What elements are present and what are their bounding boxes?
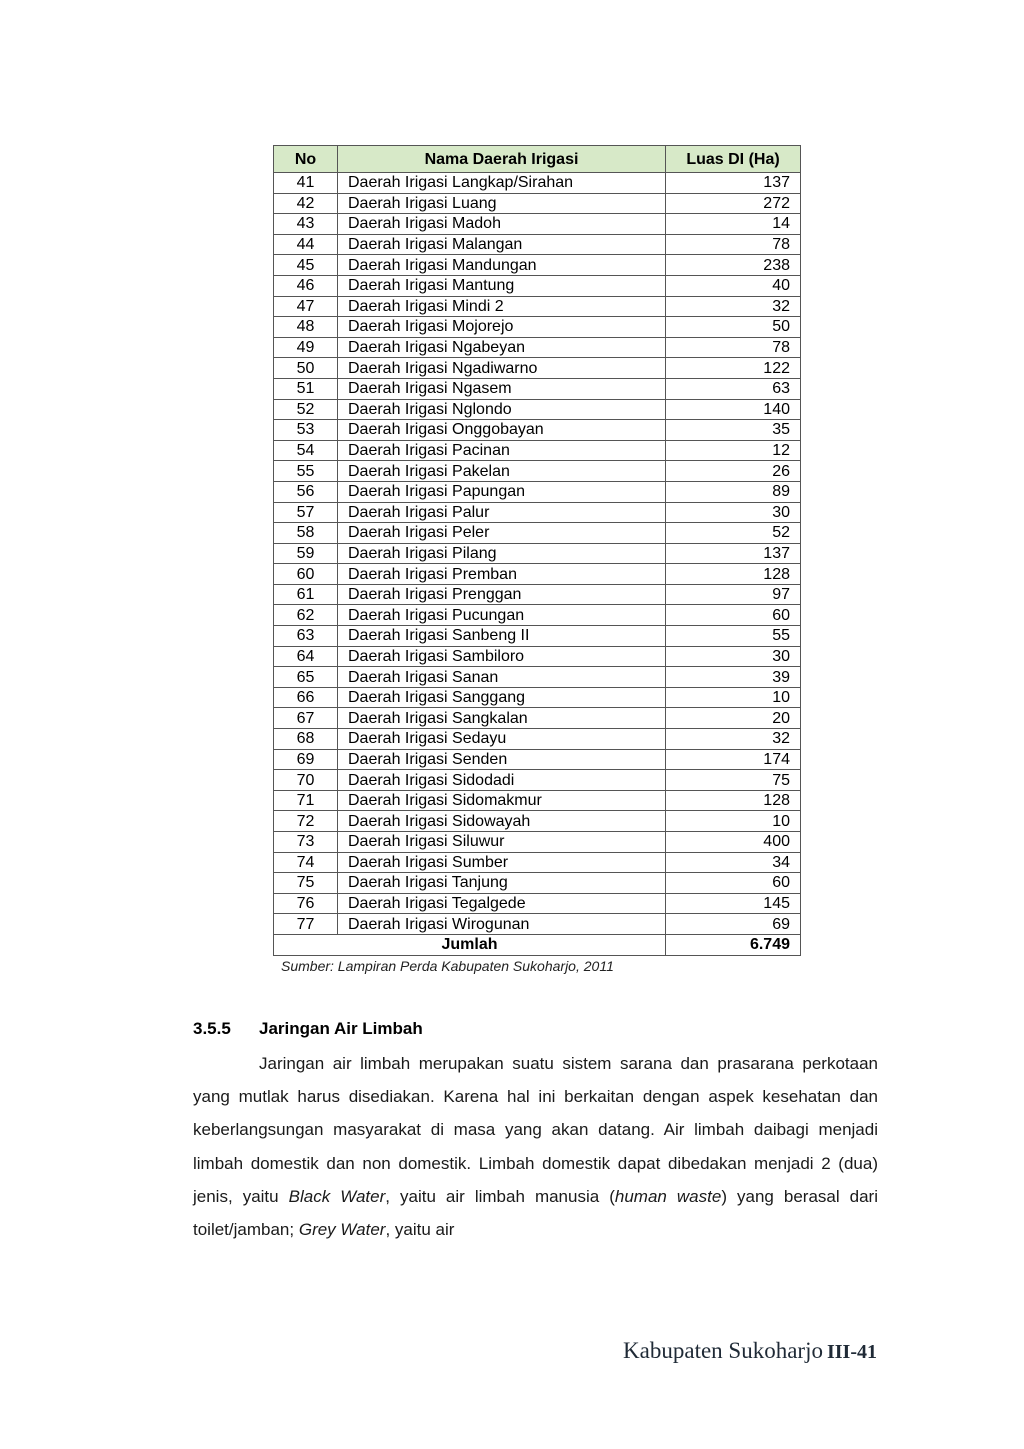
table-header-row	[274, 146, 801, 173]
term-black-water: Black Water	[288, 1186, 386, 1206]
row-name-cell: Daerah Irigasi Sedayu	[338, 729, 666, 750]
table-row	[274, 605, 801, 626]
table-row	[274, 502, 801, 523]
row-number-cell: 75	[274, 873, 338, 894]
row-area-cell: 140	[666, 399, 801, 420]
table-row	[274, 873, 801, 894]
row-number-cell: 59	[274, 543, 338, 564]
row-area-cell: 55	[666, 626, 801, 647]
table-row	[274, 275, 801, 296]
table-row	[274, 893, 801, 914]
row-name-cell: Daerah Irigasi Wirogunan	[338, 914, 666, 935]
row-number-cell: 43	[274, 214, 338, 235]
row-area-cell: 60	[666, 605, 801, 626]
row-area-cell: 30	[666, 646, 801, 667]
row-area-cell: 128	[666, 564, 801, 585]
row-name-cell: Daerah Irigasi Mindi 2	[338, 296, 666, 317]
row-area-cell: 89	[666, 481, 801, 502]
row-name-cell: Daerah Irigasi Sanan	[338, 667, 666, 688]
row-area-cell: 122	[666, 358, 801, 379]
row-area-cell: 60	[666, 873, 801, 894]
row-number-cell: 58	[274, 523, 338, 544]
row-area-cell: 174	[666, 749, 801, 770]
row-number-cell: 48	[274, 317, 338, 338]
row-name-cell: Daerah Irigasi Onggobayan	[338, 420, 666, 441]
table-row	[274, 687, 801, 708]
row-number-cell: 73	[274, 832, 338, 853]
row-number-cell: 49	[274, 337, 338, 358]
table-row	[274, 543, 801, 564]
row-name-cell: Daerah Irigasi Mojorejo	[338, 317, 666, 338]
row-number-cell: 64	[274, 646, 338, 667]
table-row	[274, 626, 801, 647]
table-row	[274, 399, 801, 420]
row-name-cell: Daerah Irigasi Sidowayah	[338, 811, 666, 832]
row-name-cell: Daerah Irigasi Palur	[338, 502, 666, 523]
row-name-cell: Daerah Irigasi Tegalgede	[338, 893, 666, 914]
table-row	[274, 420, 801, 441]
total-value: 6.749	[666, 934, 801, 955]
row-name-cell: Daerah Irigasi Luang	[338, 193, 666, 214]
table-row	[274, 790, 801, 811]
term-human-waste: human waste	[614, 1186, 722, 1206]
row-number-cell: 77	[274, 914, 338, 935]
row-number-cell: 55	[274, 461, 338, 482]
table-row	[274, 914, 801, 935]
row-area-cell: 97	[666, 584, 801, 605]
row-area-cell: 10	[666, 811, 801, 832]
row-number-cell: 74	[274, 852, 338, 873]
row-area-cell: 272	[666, 193, 801, 214]
table-row	[274, 317, 801, 338]
row-name-cell: Daerah Irigasi Sanggang	[338, 687, 666, 708]
table-row	[274, 811, 801, 832]
row-name-cell: Daerah Irigasi Sanbeng II	[338, 626, 666, 647]
section-number: 3.5.5	[193, 1019, 231, 1038]
row-name-cell: Daerah Irigasi Malangan	[338, 234, 666, 255]
row-number-cell: 53	[274, 420, 338, 441]
row-name-cell: Daerah Irigasi Ngasem	[338, 378, 666, 399]
table-row	[274, 378, 801, 399]
row-area-cell: 20	[666, 708, 801, 729]
table-body	[274, 173, 801, 935]
row-name-cell: Daerah Irigasi Tanjung	[338, 873, 666, 894]
table-row	[274, 461, 801, 482]
row-area-cell: 10	[666, 687, 801, 708]
row-name-cell: Daerah Irigasi Ngadiwarno	[338, 358, 666, 379]
row-area-cell: 50	[666, 317, 801, 338]
row-number-cell: 68	[274, 729, 338, 750]
table-row	[274, 296, 801, 317]
row-name-cell: Daerah Irigasi Siluwur	[338, 832, 666, 853]
table-row	[274, 214, 801, 235]
total-label: Jumlah	[274, 934, 666, 955]
row-number-cell: 45	[274, 255, 338, 276]
row-area-cell: 137	[666, 543, 801, 564]
row-area-cell: 69	[666, 914, 801, 935]
row-name-cell: Daerah Irigasi Pilang	[338, 543, 666, 564]
row-number-cell: 52	[274, 399, 338, 420]
row-number-cell: 67	[274, 708, 338, 729]
row-number-cell: 46	[274, 275, 338, 296]
row-number-cell: 41	[274, 173, 338, 194]
row-area-cell: 137	[666, 173, 801, 194]
row-name-cell: Daerah Irigasi Sambiloro	[338, 646, 666, 667]
table-row	[274, 481, 801, 502]
row-area-cell: 238	[666, 255, 801, 276]
paragraph-text-4: , yaitu air	[385, 1220, 455, 1240]
table-source-note: Sumber: Lampiran Perda Kabupaten Sukoharjo, 2011	[281, 958, 614, 974]
row-area-cell: 145	[666, 893, 801, 914]
row-name-cell: Daerah Irigasi Papungan	[338, 481, 666, 502]
table-row	[274, 749, 801, 770]
page-number: III-41	[826, 1341, 877, 1363]
row-area-cell: 32	[666, 729, 801, 750]
row-area-cell: 26	[666, 461, 801, 482]
row-name-cell: Daerah Irigasi Sidodadi	[338, 770, 666, 791]
paragraph-text-1: Jaringan air limbah merupakan suatu sistem sarana dan prasarana perkotaan yang mutlak harus disediakan. Karena hal ini berkaitan dengan aspek kesehatan dan keberlangsungan masyarakat di masa yang akan datang. Air limbah daibagi menjadi limbah domestik dan non domestik. Limbah domestik dapat dibedakan menjadi 2 (dua) jenis, yaitu	[193, 1054, 878, 1206]
row-number-cell: 60	[274, 564, 338, 585]
table-row	[274, 708, 801, 729]
row-area-cell: 75	[666, 770, 801, 791]
row-name-cell: Daerah Irigasi Nglondo	[338, 399, 666, 420]
paragraph-text-3: ) yang berasal dari toilet/jamban;	[193, 1186, 878, 1240]
table-row	[274, 729, 801, 750]
row-area-cell: 12	[666, 440, 801, 461]
table-row	[274, 173, 801, 194]
row-number-cell: 47	[274, 296, 338, 317]
row-name-cell: Daerah Irigasi Senden	[338, 749, 666, 770]
row-name-cell: Daerah Irigasi Pucungan	[338, 605, 666, 626]
row-name-cell: Daerah Irigasi Langkap/Sirahan	[338, 173, 666, 194]
row-area-cell: 128	[666, 790, 801, 811]
row-name-cell: Daerah Irigasi Ngabeyan	[338, 337, 666, 358]
row-number-cell: 50	[274, 358, 338, 379]
footer-region: Kabupaten Sukoharjo	[623, 1338, 823, 1363]
row-area-cell: 32	[666, 296, 801, 317]
row-area-cell: 78	[666, 337, 801, 358]
row-number-cell: 57	[274, 502, 338, 523]
table-row	[274, 584, 801, 605]
table-row	[274, 832, 801, 853]
row-name-cell: Daerah Irigasi Prenggan	[338, 584, 666, 605]
irrigation-area-table	[273, 145, 801, 956]
row-number-cell: 71	[274, 790, 338, 811]
table-total-row	[274, 934, 801, 955]
row-area-cell: 34	[666, 852, 801, 873]
row-area-cell: 63	[666, 378, 801, 399]
table-row	[274, 255, 801, 276]
table-row	[274, 337, 801, 358]
row-number-cell: 76	[274, 893, 338, 914]
row-number-cell: 69	[274, 749, 338, 770]
row-number-cell: 61	[274, 584, 338, 605]
column-header-area: Luas DI (Ha)	[666, 146, 801, 173]
table-row	[274, 358, 801, 379]
row-number-cell: 62	[274, 605, 338, 626]
row-name-cell: Daerah Irigasi Premban	[338, 564, 666, 585]
column-header-name: Nama Daerah Irigasi	[338, 146, 666, 173]
row-area-cell: 39	[666, 667, 801, 688]
table-row	[274, 440, 801, 461]
table-row	[274, 523, 801, 544]
table-row	[274, 667, 801, 688]
row-number-cell: 51	[274, 378, 338, 399]
page-footer	[623, 1338, 877, 1364]
row-name-cell: Daerah Irigasi Pakelan	[338, 461, 666, 482]
column-header-no: No	[274, 146, 338, 173]
paragraph-text-2: , yaitu air limbah manusia (	[385, 1186, 615, 1206]
table-row	[274, 564, 801, 585]
section-heading	[193, 1019, 423, 1039]
body-paragraph	[193, 1047, 878, 1246]
row-number-cell: 70	[274, 770, 338, 791]
row-area-cell: 78	[666, 234, 801, 255]
row-number-cell: 44	[274, 234, 338, 255]
row-area-cell: 40	[666, 275, 801, 296]
section-title: Jaringan Air Limbah	[259, 1019, 423, 1038]
row-name-cell: Daerah Irigasi Sumber	[338, 852, 666, 873]
table-row	[274, 234, 801, 255]
row-number-cell: 63	[274, 626, 338, 647]
row-number-cell: 65	[274, 667, 338, 688]
table-row	[274, 852, 801, 873]
row-name-cell: Daerah Irigasi Mandungan	[338, 255, 666, 276]
row-name-cell: Daerah Irigasi Sidomakmur	[338, 790, 666, 811]
row-name-cell: Daerah Irigasi Mantung	[338, 275, 666, 296]
term-grey-water: Grey Water	[298, 1220, 386, 1240]
row-number-cell: 72	[274, 811, 338, 832]
row-name-cell: Daerah Irigasi Madoh	[338, 214, 666, 235]
row-name-cell: Daerah Irigasi Peler	[338, 523, 666, 544]
row-number-cell: 56	[274, 481, 338, 502]
table-row	[274, 193, 801, 214]
row-area-cell: 400	[666, 832, 801, 853]
row-area-cell: 14	[666, 214, 801, 235]
row-area-cell: 35	[666, 420, 801, 441]
row-number-cell: 42	[274, 193, 338, 214]
row-number-cell: 54	[274, 440, 338, 461]
row-name-cell: Daerah Irigasi Pacinan	[338, 440, 666, 461]
row-number-cell: 66	[274, 687, 338, 708]
row-area-cell: 52	[666, 523, 801, 544]
table-row	[274, 770, 801, 791]
row-area-cell: 30	[666, 502, 801, 523]
row-name-cell: Daerah Irigasi Sangkalan	[338, 708, 666, 729]
table-row	[274, 646, 801, 667]
